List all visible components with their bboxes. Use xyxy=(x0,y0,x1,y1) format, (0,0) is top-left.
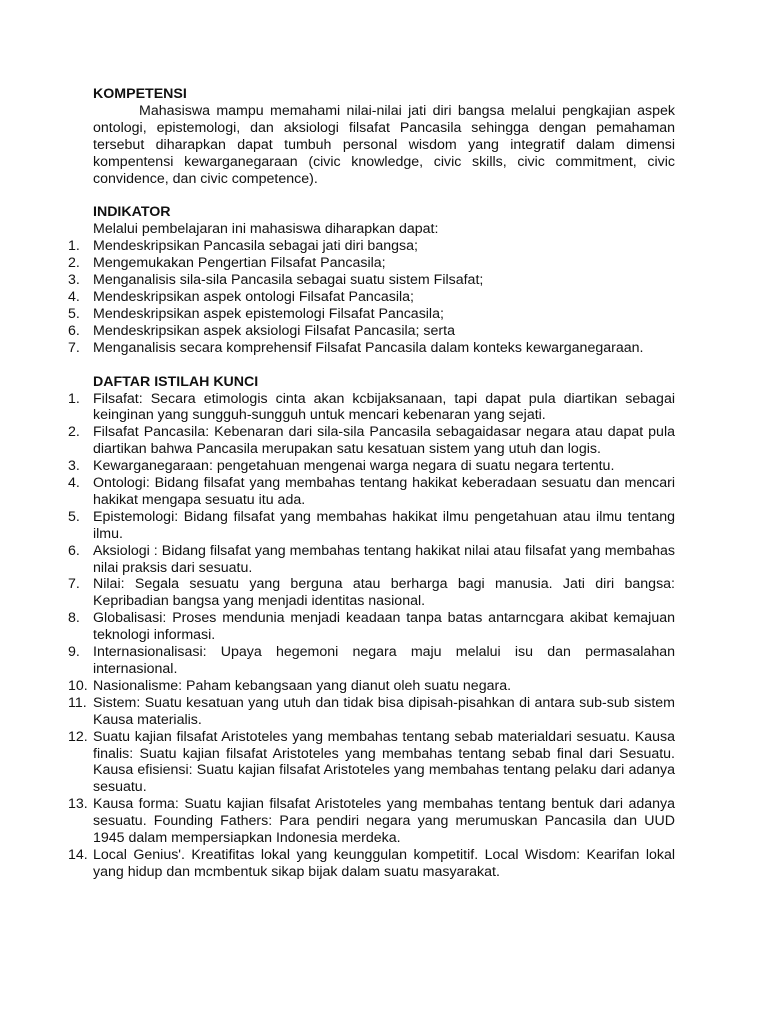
spacer xyxy=(68,187,675,204)
glossary-item xyxy=(68,509,675,543)
list-item xyxy=(68,289,675,306)
list-item xyxy=(68,323,675,340)
glossary-item-text: Filsafat: Secara etimologis cinta akan kcbijaksanaan, tapi dapat pula diartikan sebagai keinginan yang sungguh-sungguh untuk mencari kebenaran yang sejati. xyxy=(93,390,675,424)
list-item xyxy=(68,272,675,289)
list-item-text: Mendeskripsikan aspek epistemologi Filsafat Pancasila; xyxy=(93,305,444,322)
glossary-item xyxy=(68,576,675,610)
indikator-list xyxy=(68,238,675,356)
list-item-number: 1. xyxy=(68,390,80,407)
list-item-number: 4. xyxy=(68,288,80,305)
list-item-number: 13. xyxy=(68,796,88,813)
list-item-text: Mengemukakan Pengertian Filsafat Pancasila; xyxy=(93,255,386,272)
glossary-item xyxy=(68,424,675,458)
glossary-item xyxy=(68,847,675,881)
glossary-item xyxy=(68,543,675,577)
glossary-item xyxy=(68,695,675,729)
list-item-number: 6. xyxy=(68,542,80,559)
list-item-number: 4. xyxy=(68,475,80,492)
list-item xyxy=(68,238,675,255)
list-item xyxy=(68,340,675,357)
list-item-number: 1. xyxy=(68,238,80,255)
list-item-number: 14. xyxy=(68,846,88,863)
list-item-number: 11. xyxy=(68,694,87,711)
glossary-item-text: Internasionalisasi: Upaya hegemoni negara maju melalui isu dan permasalahan internasional. xyxy=(93,644,675,677)
glossary-item-text: Nilai: Segala sesuatu yang berguna atau berharga bagi manusia. Jati diri bangsa: Kepribadian bangsa yang menjadi identitas nasional. xyxy=(93,576,675,610)
list-item-number: 9. xyxy=(68,644,80,661)
list-item-number: 3. xyxy=(68,458,80,475)
list-item-text: Mendeskripsikan aspek ontologi Filsafat Pancasila; xyxy=(93,288,414,305)
list-item-text: Mendeskripsikan aspek aksiologi Filsafat Pancasila; serta xyxy=(93,322,455,339)
glossary-item-text: Kausa forma: Suatu kajian filsafat Aristoteles yang membahas tentang bentuk dari adanya sesuatu. Founding Fathers: Para pendiri negara yang merumuskan Pancasila dan UUD 1945 dalam mempersiapkan Indonesia merdeka. xyxy=(93,796,675,847)
glossary-item xyxy=(68,391,675,425)
glossary-item-text: Local Genius'. Kreatifitas lokal yang keunggulan kompetitif. Local Wisdom: Kearifan lokal yang hidup dan mcmbentuk sikap bijak dalam suatu masyarakat. xyxy=(93,846,675,880)
list-item-number: 5. xyxy=(68,305,80,322)
glossary-item-text: Sistem: Suatu kesatuan yang utuh dan tidak bisa dipisah-pisahkan di antara sub-sub sistem Kausa materialis. xyxy=(93,694,675,728)
kompetensi-paragraph: Mahasiswa mampu memahami nilai-nilai jati diri bangsa melalui pengkajian aspek ontologi, epistemologi, dan aksiologi filsafat Pancasila sehingga dengan pemahaman tersebut diharapkan dapat tumbuh personal wisdom yang integratif dalam dimensi kompentensi kewarganegaraan (civic knowledge, civic skills, civic commitment, civic convidence, dan civic competence). xyxy=(93,102,675,187)
glossary-item xyxy=(68,796,675,847)
glossary-item xyxy=(68,729,675,797)
list-item xyxy=(68,306,675,323)
section-heading-indikator: INDIKATOR xyxy=(93,204,171,221)
list-item-number: 3. xyxy=(68,272,80,289)
list-item-number: 7. xyxy=(68,576,80,593)
list-item-number: 12. xyxy=(68,728,88,745)
glossary-item xyxy=(68,678,675,695)
glossary-item xyxy=(68,458,675,475)
list-item xyxy=(68,255,675,272)
list-item-number: 6. xyxy=(68,322,80,339)
list-item-text: Menganalisis sila-sila Pancasila sebagai suatu sistem Filsafat; xyxy=(93,272,484,289)
list-item-number: 5. xyxy=(68,508,80,525)
list-item-number: 7. xyxy=(68,339,80,356)
glossary-item-text: Nasionalisme: Paham kebangsaan yang dianut oleh suatu negara. xyxy=(93,677,512,694)
glossary-item-text: Filsafat Pancasila: Kebenaran dari sila-sila Pancasila sebagaidasar negara atau dapat pula diartikan bahwa Pancasila merupakan satu kesatuan sistem yang utuh dan logis. xyxy=(93,424,675,458)
glossary-item-text: Ontologi: Bidang filsafat yang membahas tentang hakikat keberadaan sesuatu dan mencari hakikat mengapa sesuatu itu ada. xyxy=(93,475,675,508)
glossary-item-text: Suatu kajian filsafat Aristoteles yang membahas tentang sebab materialdari sesuatu. Kausa finalis: Suatu kajian filsafat Aristoteles yang membahas tentang sebab final dari Sesuatu. Kausa efisiensi: Suatu kajian filsafat Aristoteles yang membahas tentang pelaku dari adanya sesuatu. xyxy=(93,728,675,796)
list-item-number: 10. xyxy=(68,677,88,694)
list-item-number: 2. xyxy=(68,424,80,441)
glossary-list xyxy=(68,391,675,881)
section-heading-kompetensi: KOMPETENSI xyxy=(93,86,187,102)
glossary-item xyxy=(68,475,675,509)
list-item-text: Mendeskripsikan Pancasila sebagai jati diri bangsa; xyxy=(93,238,418,255)
glossary-item-text: Kewarganegaraan: pengetahuan mengenai warga negara di suatu negara tertentu. xyxy=(93,458,615,475)
list-item-text: Menganalisis secara komprehensif Filsafat Pancasila dalam konteks kewarganegaraan. xyxy=(93,339,644,356)
glossary-item xyxy=(68,610,675,644)
glossary-item-text: Epistemologi: Bidang filsafat yang membahas hakikat ilmu pengetahuan atau ilmu tentang ilmu. xyxy=(93,508,675,542)
indikator-intro: Melalui pembelajaran ini mahasiswa diharapkan dapat: xyxy=(93,221,439,238)
glossary-item xyxy=(68,644,675,678)
list-item-number: 2. xyxy=(68,255,80,272)
section-heading-daftar-istilah: DAFTAR ISTILAH KUNCI xyxy=(93,373,259,390)
spacer xyxy=(68,357,675,374)
list-item-number: 8. xyxy=(68,610,80,627)
glossary-item-text: Aksiologi : Bidang filsafat yang membahas tentang hakikat nilai atau filsafat yang membahas nilai praksis dari sesuatu. xyxy=(93,542,675,576)
glossary-item-text: Globalisasi: Proses mendunia menjadi keadaan tanpa batas antarncgara akibat kemajuan teknologi informasi. xyxy=(93,610,675,644)
